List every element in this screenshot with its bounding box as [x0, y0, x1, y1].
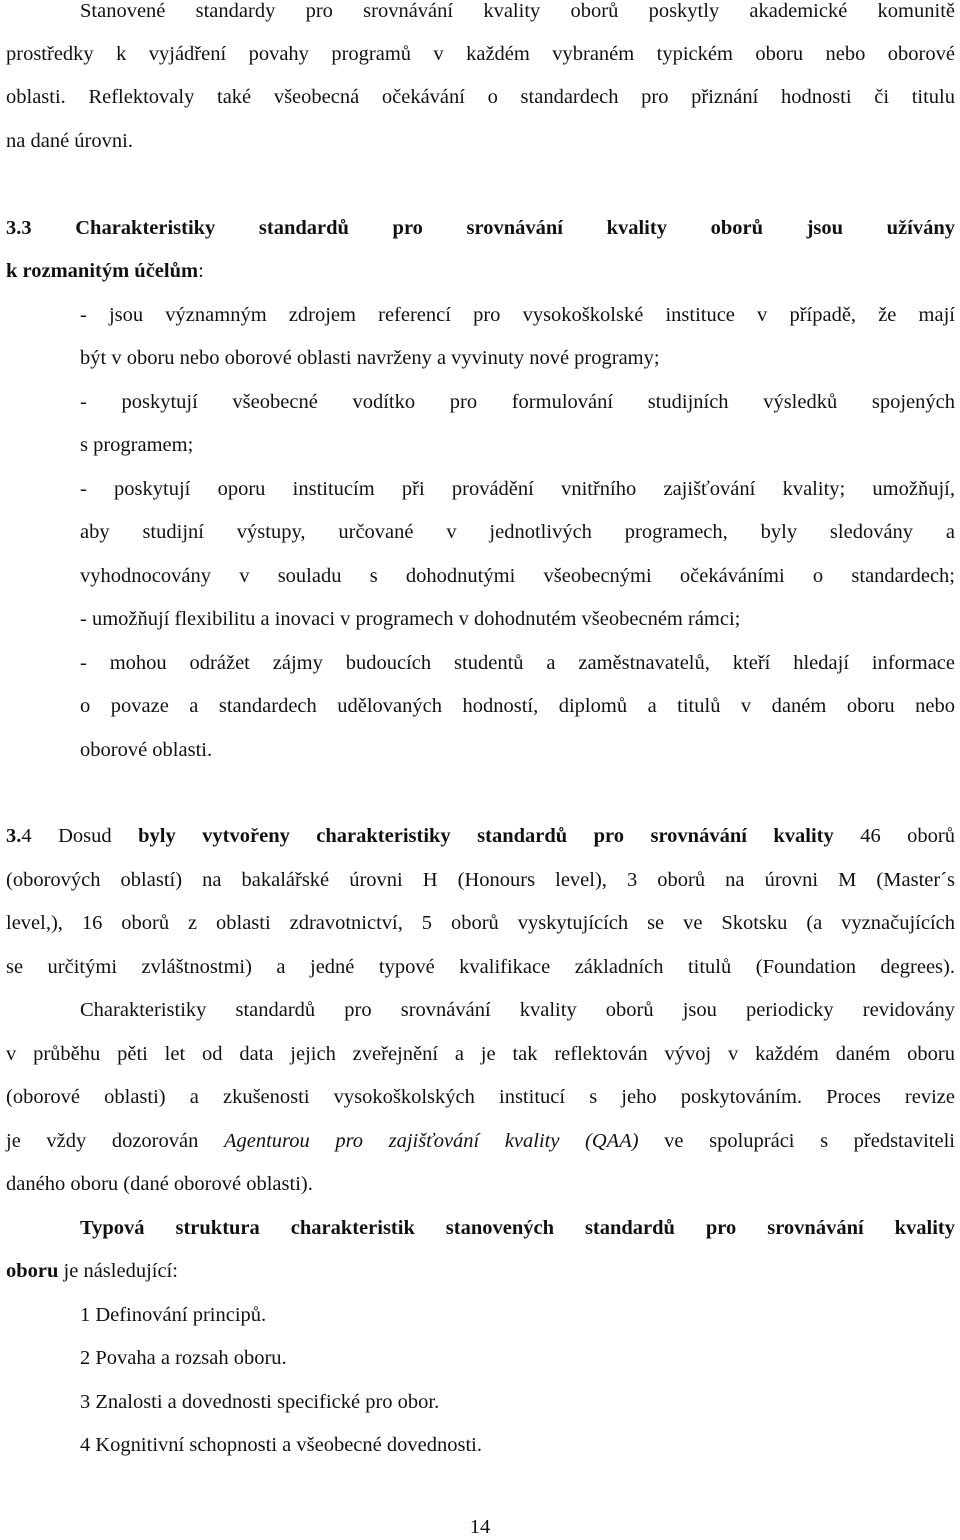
- section-34-p2-line-4: je vždy dozorován Agenturou pro zajišťování kvality (QAA) ve spolupráci s představiteli: [6, 1130, 955, 1152]
- structure-heading-line-2: oboru je následující:: [6, 1260, 178, 1282]
- section-33-line: oborové oblasti.: [80, 739, 213, 761]
- intro-line-4: na dané úrovni.: [6, 130, 133, 152]
- section-33-line: s programem;: [80, 434, 194, 456]
- section-34-line-2: (oborových oblastí) na bakalářské úrovni H (Honours level), 3 oborů na úrovni M (Master´s: [6, 869, 955, 891]
- section-33-line: - mohou odrážet zájmy budoucích studentů a zaměstnavatelů, kteří hledají informace: [80, 652, 955, 674]
- section-33-heading-line-2: [6, 258, 204, 284]
- section-33-line: vyhodnocovány v souladu s dohodnutými všeobecnými očekáváními o standardech;: [80, 565, 955, 587]
- section-34-p2-line-3: (oborové oblasti) a zkušenosti vysokoškolských institucí s jeho poskytováním. Proces revize: [6, 1086, 955, 1108]
- structure-list-item: 3 Znalosti a dovednosti specifické pro obor.: [80, 1391, 440, 1413]
- section-33-line: o povaze a standardech udělovaných hodností, diplomů a titulů v daném oboru nebo: [80, 695, 955, 717]
- section-33-line: - jsou významným zdrojem referencí pro vysokoškolské instituce v případě, že mají: [80, 304, 955, 326]
- section-33-heading-colon: :: [198, 260, 204, 282]
- section-33-line: - poskytují všeobecné vodítko pro formulování studijních výsledků spojených: [80, 391, 955, 413]
- section-33-number: 3.3: [6, 217, 32, 239]
- section-34-line-3: level,), 16 oborů z oblasti zdravotnictví, 5 oborů vyskytujících se ve Skotsku (a vyznačujících: [6, 912, 955, 934]
- intro-line-1: Stanovené standardy pro srovnávání kvality oborů poskytly akademické komunitě: [80, 0, 955, 22]
- intro-line-2: prostředky k vyjádření povahy programů v každém vybraném typickém oboru nebo oborové: [6, 43, 955, 65]
- section-34-p2-line-1: Charakteristiky standardů pro srovnávání kvality oborů jsou periodicky revidovány: [80, 999, 955, 1021]
- section-34-p2-line-2: v průběhu pěti let od data jejich zveřejnění a je tak reflektován vývoj v každém daném oboru: [6, 1043, 955, 1065]
- section-33-heading: [6, 215, 955, 241]
- section-34-line-4: se určitými zvláštnostmi) a jedné typové kvalifikace základních titulů (Foundation degrees).: [6, 956, 955, 978]
- section-34-p2-line-5: daného oboru (dané oborové oblasti).: [6, 1173, 313, 1195]
- structure-list-item: 4 Kognitivní schopnosti a všeobecné dovednosti.: [80, 1434, 482, 1456]
- structure-list-item: 2 Povaha a rozsah oboru.: [80, 1347, 287, 1369]
- section-33-line: aby studijní výstupy, určované v jednotlivých programech, byly sledovány a: [80, 521, 955, 543]
- intro-line-3: oblasti. Reflektovaly také všeobecná očekávání o standardech pro přiznání hodnosti či titulu: [6, 86, 955, 108]
- section-33-heading-text-2: k rozmanitým účelům: [6, 260, 199, 282]
- section-33-heading-text: Charakteristiky standardů pro srovnávání kvality oborů jsou užívány: [75, 217, 955, 239]
- section-33-line: být v oboru nebo oborové oblasti navrženy a vyvinuty nové programy;: [80, 347, 660, 369]
- structure-list-item: 1 Definování principů.: [80, 1304, 267, 1326]
- structure-heading-line-1: Typová struktura charakteristik stanovených standardů pro srovnávání kvality: [80, 1217, 955, 1239]
- section-33-line: - umožňují flexibilitu a inovaci v programech v dohodnutém všeobecném rámci;: [80, 608, 741, 630]
- page-number: 14: [469, 1516, 491, 1538]
- agency-name: Agenturou pro zajišťování kvality (QAA): [223, 1130, 639, 1152]
- section-34-line-1: 3.4 Dosud byly vytvořeny charakteristiky standardů pro srovnávání kvality 46 oborů: [6, 825, 956, 847]
- section-34-number: 3.4: [6, 825, 32, 847]
- section-33-line: - poskytují oporu institucím při provádění vnitřního zajišťování kvality; umožňují,: [80, 478, 955, 500]
